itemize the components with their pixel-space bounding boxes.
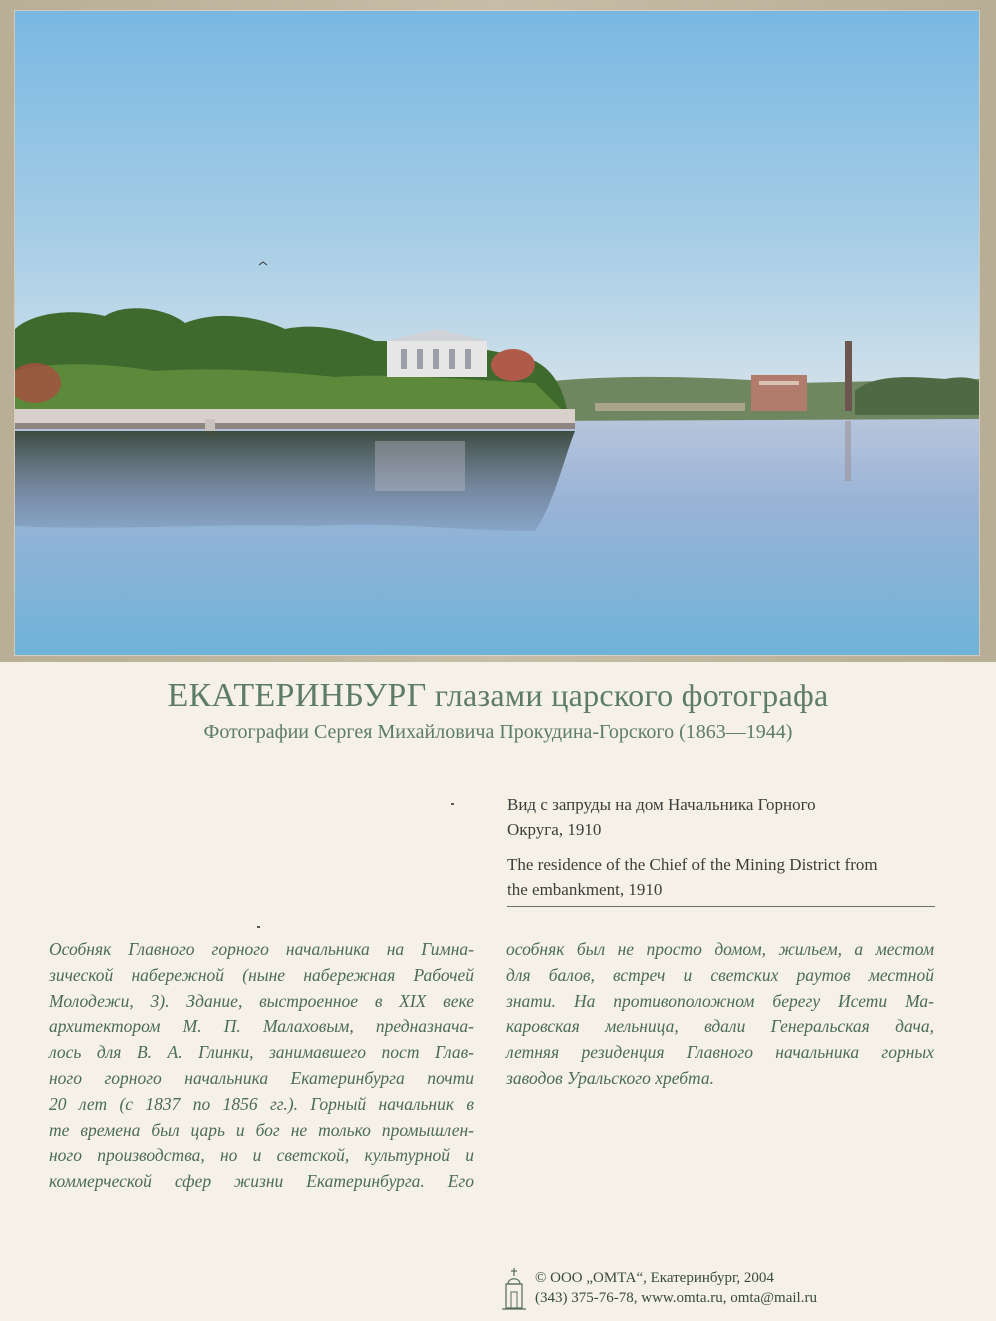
body-text-right-column — [506, 937, 934, 1092]
body-line: Особняк Главного горного начальника на Гимна- — [49, 939, 474, 959]
body-line: зической набережной (ныне набережная Рабочей — [49, 964, 474, 985]
title-rest: глазами царского фотографа — [434, 677, 829, 713]
caption-ru-line-2: Округа, 1910 — [507, 820, 602, 839]
body-line: 20 лет (с 1837 по 1856 гг.). Горный начальник в — [49, 1093, 474, 1114]
caption-russian — [507, 792, 937, 842]
caption-en-line-1: The residence of the Chief of the Mining District from — [507, 855, 878, 874]
body-line: коммерческой сфер жизни Екатеринбурга. Его — [49, 1171, 474, 1192]
caption-ru-line-1: Вид с запруды на дом Начальника Горного — [507, 795, 816, 814]
body-text-left-column — [49, 937, 474, 1195]
body-line: те времена был царь и бог не только промышлен- — [49, 1119, 474, 1140]
page-title — [0, 676, 996, 715]
body-line: особняк был не просто домом, жильем, а местом — [506, 939, 934, 959]
body-line: Молодежи, 3). Здание, выстроенное в XIX веке — [49, 990, 474, 1011]
body-line: архитектором М. П. Малаховым, предназнача- — [49, 1016, 474, 1037]
body-line: каровская мельница, вдали Генеральская дача, — [506, 1016, 934, 1037]
body-line: заводов Уральского хребта. — [506, 1067, 715, 1088]
body-line: лось для В. А. Глинки, занимавшего пост Глав- — [49, 1042, 474, 1063]
print-speck — [451, 803, 454, 805]
landscape-photo — [14, 10, 980, 656]
body-line: для балов, встреч и светских раутов местной — [506, 964, 934, 985]
footer-copyright: © ООО „ОМТА“, Екатеринбург, 2004 — [535, 1270, 774, 1286]
footer-contacts: (343) 375-76-78, www.omta.ru, omta@mail.ru — [535, 1290, 817, 1306]
caption-divider — [507, 906, 935, 907]
publisher-footer — [500, 1268, 940, 1312]
caption-en-line-2: the embankment, 1910 — [507, 880, 663, 899]
body-line: летняя резиденция Главного начальника горных — [506, 1042, 934, 1063]
body-line: ного производства, но и светской, культурной и — [49, 1145, 474, 1166]
body-line: знати. На противоположном берегу Исети Ма- — [506, 990, 934, 1011]
body-line: ного горного начальника Екатеринбурга почти — [49, 1067, 474, 1088]
title-city: ЕКАТЕРИНБУРГ — [167, 677, 427, 714]
caption-english — [507, 852, 937, 902]
church-icon — [500, 1268, 528, 1310]
page-subtitle: Фотографии Сергея Михайловича Прокудина-Горского (1863—1944) — [203, 721, 793, 743]
print-speck — [257, 926, 260, 928]
